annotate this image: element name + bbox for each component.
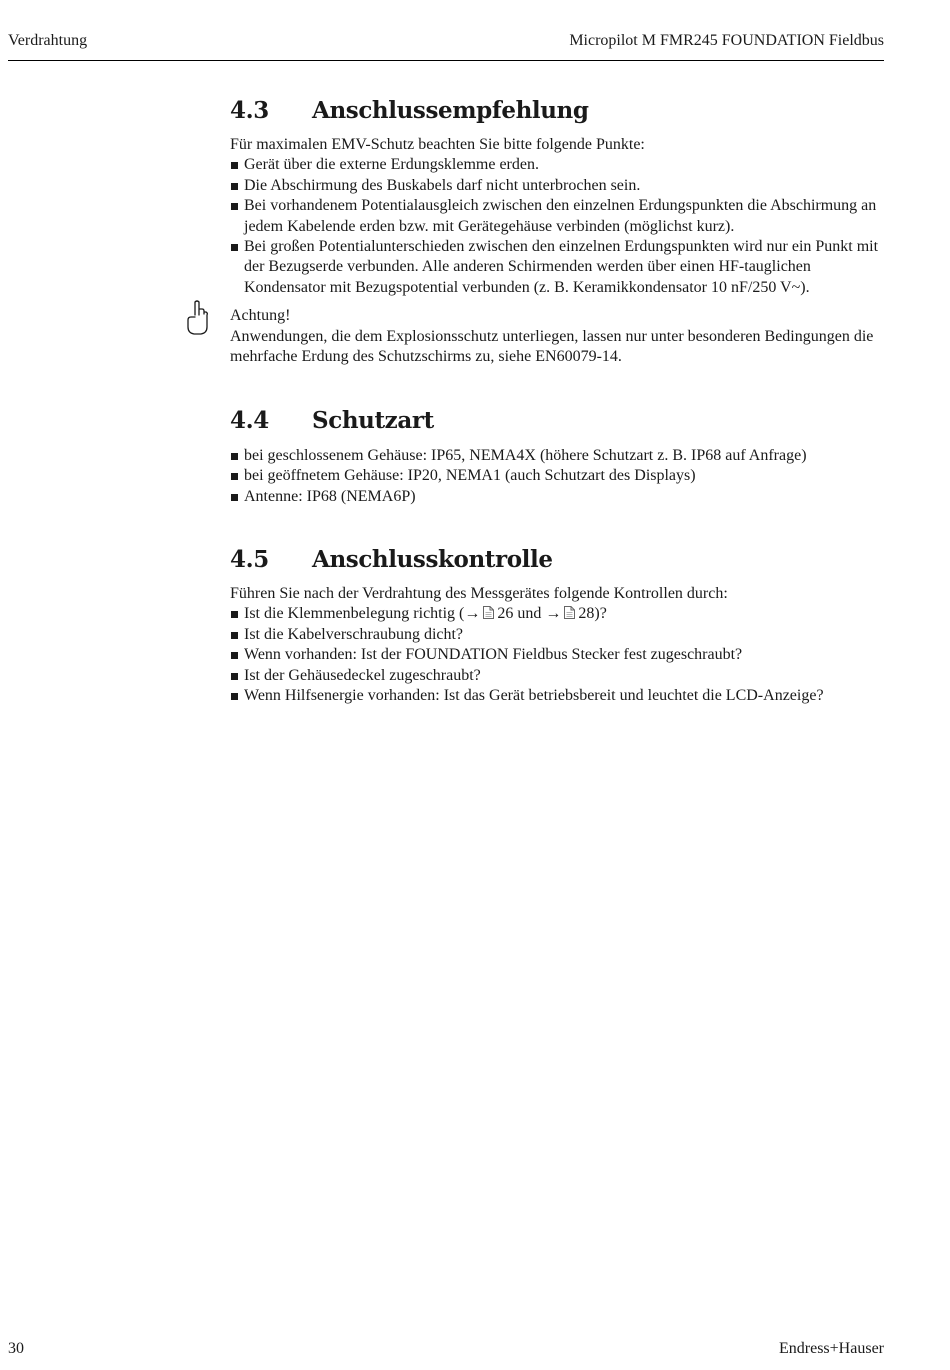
section-title: Anschlussempfehlung (312, 97, 589, 124)
section-heading (230, 543, 885, 577)
section-heading (230, 404, 885, 438)
bullet-list (230, 446, 885, 507)
page-reference[interactable]: 26 (497, 605, 514, 623)
document-page-icon (483, 606, 494, 619)
page-number: 30 (8, 1340, 24, 1357)
list-item: Gerät über die externe Erdungsklemme erden. (230, 155, 885, 175)
document-page-icon (564, 606, 575, 619)
section-title: Schutzart (312, 407, 434, 434)
list-item: Wenn vorhanden: Ist der FOUNDATION Fieldbus Stecker fest zugeschraubt? (230, 645, 885, 665)
bullet-list (230, 155, 885, 298)
header-product-title: Micropilot M FMR245 FOUNDATION Fieldbus (569, 32, 884, 49)
item-text: Ist die Klemmenbelegung richtig ( (244, 605, 465, 623)
section-number: 4.3 (230, 97, 269, 124)
list-item: bei geschlossenem Gehäuse: IP65, NEMA4X (höhere Schutzart z. B. IP68 auf Anfrage) (230, 446, 885, 466)
list-item (230, 604, 885, 624)
header-divider (8, 60, 884, 61)
caution-text: Anwendungen, die dem Explosionsschutz unterliegen, lassen nur unter besonderen Bedingungen die mehrfache Erdung des Schutzschirms zu, siehe EN60079-14. (230, 327, 874, 366)
list-item: Ist der Gehäusedeckel zugeschraubt? (230, 666, 885, 686)
section-4-4 (230, 404, 885, 507)
list-item: Wenn Hilfsenergie vorhanden: Ist das Gerät betriebsbereit und leuchtet die LCD-Anzeige? (230, 686, 885, 706)
list-item: Antenne: IP68 (NEMA6P) (230, 487, 885, 507)
page-reference[interactable]: 28 (578, 605, 595, 623)
section-heading (230, 94, 885, 128)
section-4-3 (230, 94, 885, 367)
section-4-5 (230, 543, 885, 706)
section-intro: Führen Sie nach der Verdrahtung des Messgerätes folgende Kontrollen durch: (230, 585, 728, 602)
list-item: Bei vorhandenem Potentialausgleich zwischen den einzelnen Erdungspunkten die Abschirmung an jedem Kabelende erden bzw. mit Gerätegehäuse verbinden (möglichst kurz). (230, 196, 885, 237)
arrow-icon: → (545, 605, 562, 623)
arrow-icon: → (464, 605, 481, 623)
caution-label: Achtung! (230, 307, 291, 325)
brand-name: Endress+Hauser (779, 1340, 884, 1357)
header-section-title: Verdrahtung (8, 32, 88, 49)
list-item: Die Abschirmung des Buskabels darf nicht unterbrochen sein. (230, 176, 885, 196)
section-title: Anschlusskontrolle (312, 546, 553, 573)
section-number: 4.5 (230, 546, 269, 573)
item-text: und (517, 605, 542, 623)
section-intro: Für maximalen EMV-Schutz beachten Sie bitte folgende Punkte: (230, 136, 645, 153)
pointing-hand-icon (186, 300, 208, 338)
item-text: )? (594, 605, 607, 623)
list-item: Ist die Kabelverschraubung dicht? (230, 625, 885, 645)
bullet-list (230, 604, 885, 706)
list-item: Bei großen Potentialunterschieden zwischen den einzelnen Erdungspunkten wird nur ein Punkt mit der Bezugserde verbunden. Alle anderen Schirmenden werden über einen HF-tauglichen Kondensator mit Bezugspotential verbunden (z. B. Keramikkondensator 10 nF/250 V~). (230, 237, 885, 298)
section-number: 4.4 (230, 407, 269, 434)
list-item: bei geöffnetem Gehäuse: IP20, NEMA1 (auch Schutzart des Displays) (230, 466, 885, 486)
